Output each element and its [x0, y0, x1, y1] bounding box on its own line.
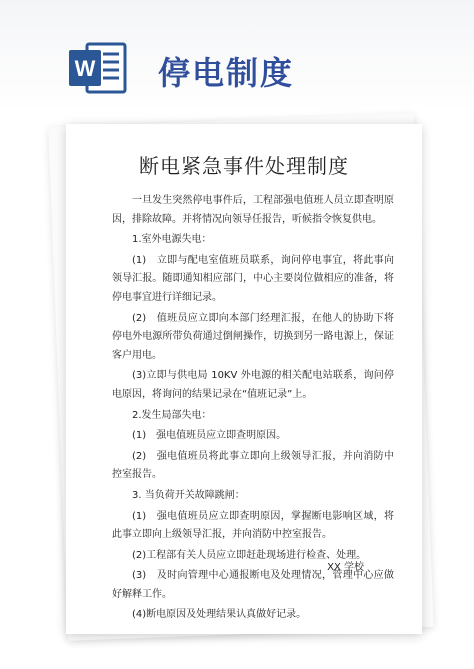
list-item: (2) 值班员应立即向本部门经理汇报，在他人的协助下将停电外电源所带负荷通过倒闸操作，切换到另一路电源上，保证客户用电。 [112, 312, 394, 361]
paragraph-intro: 一旦发生突然停电事件后，工程部强电值班人员立即查明原因，排除故障。并将情况向领导任报告，听候指令恢复供电。 [112, 195, 394, 225]
page-title: 停电制度 [158, 54, 295, 92]
document-signature: XX 学校 [327, 562, 364, 573]
section-heading-switch: 3. 当负荷开关故障跳闸： [132, 489, 245, 501]
list-item: (4)断电原因及处理结果认真做好记录。 [132, 609, 307, 621]
section-heading-local: 2.发生局部失电： [132, 409, 212, 421]
list-item: (3)立即与供电局 10KV 外电源的相关配电站联系，询问停电原因，将询问的结果记录在“值班记录”上。 [112, 370, 394, 400]
document-page [66, 124, 422, 634]
list-item: (2) 强电值班员将此事立即向上级领导汇报，并向消防中控室报告。 [112, 450, 394, 481]
list-item: (1) 立即与配电室值班员联系，询问停电事宜，将此事向领导汇报。随即通知相应部门，中心主要岗位做相应的准备，将停电事宜进行详细记录。 [112, 254, 394, 303]
list-item: (1) 强电值班员应立即查明原因。 [132, 430, 287, 442]
section-heading-outdoor: 1.室外电源失电： [132, 234, 212, 246]
document-title: 断电紧急事件处理制度 [139, 154, 349, 178]
header-banner [0, 0, 474, 112]
word-document-icon [67, 38, 127, 98]
list-item: (1) 强电值班员应立即查明原因，掌握断电影响区域，将此事立即向上级领导汇报，并向消防中控室报告。 [112, 510, 394, 541]
list-item: (3) 及时向管理中心通报断电及处理情况，管理中心应做好解释工作。 [112, 570, 394, 600]
logo-letter: W [74, 56, 96, 81]
list-item: (2)工程部有关人员应立即赶赴现场进行检查、处理。 [132, 549, 367, 561]
